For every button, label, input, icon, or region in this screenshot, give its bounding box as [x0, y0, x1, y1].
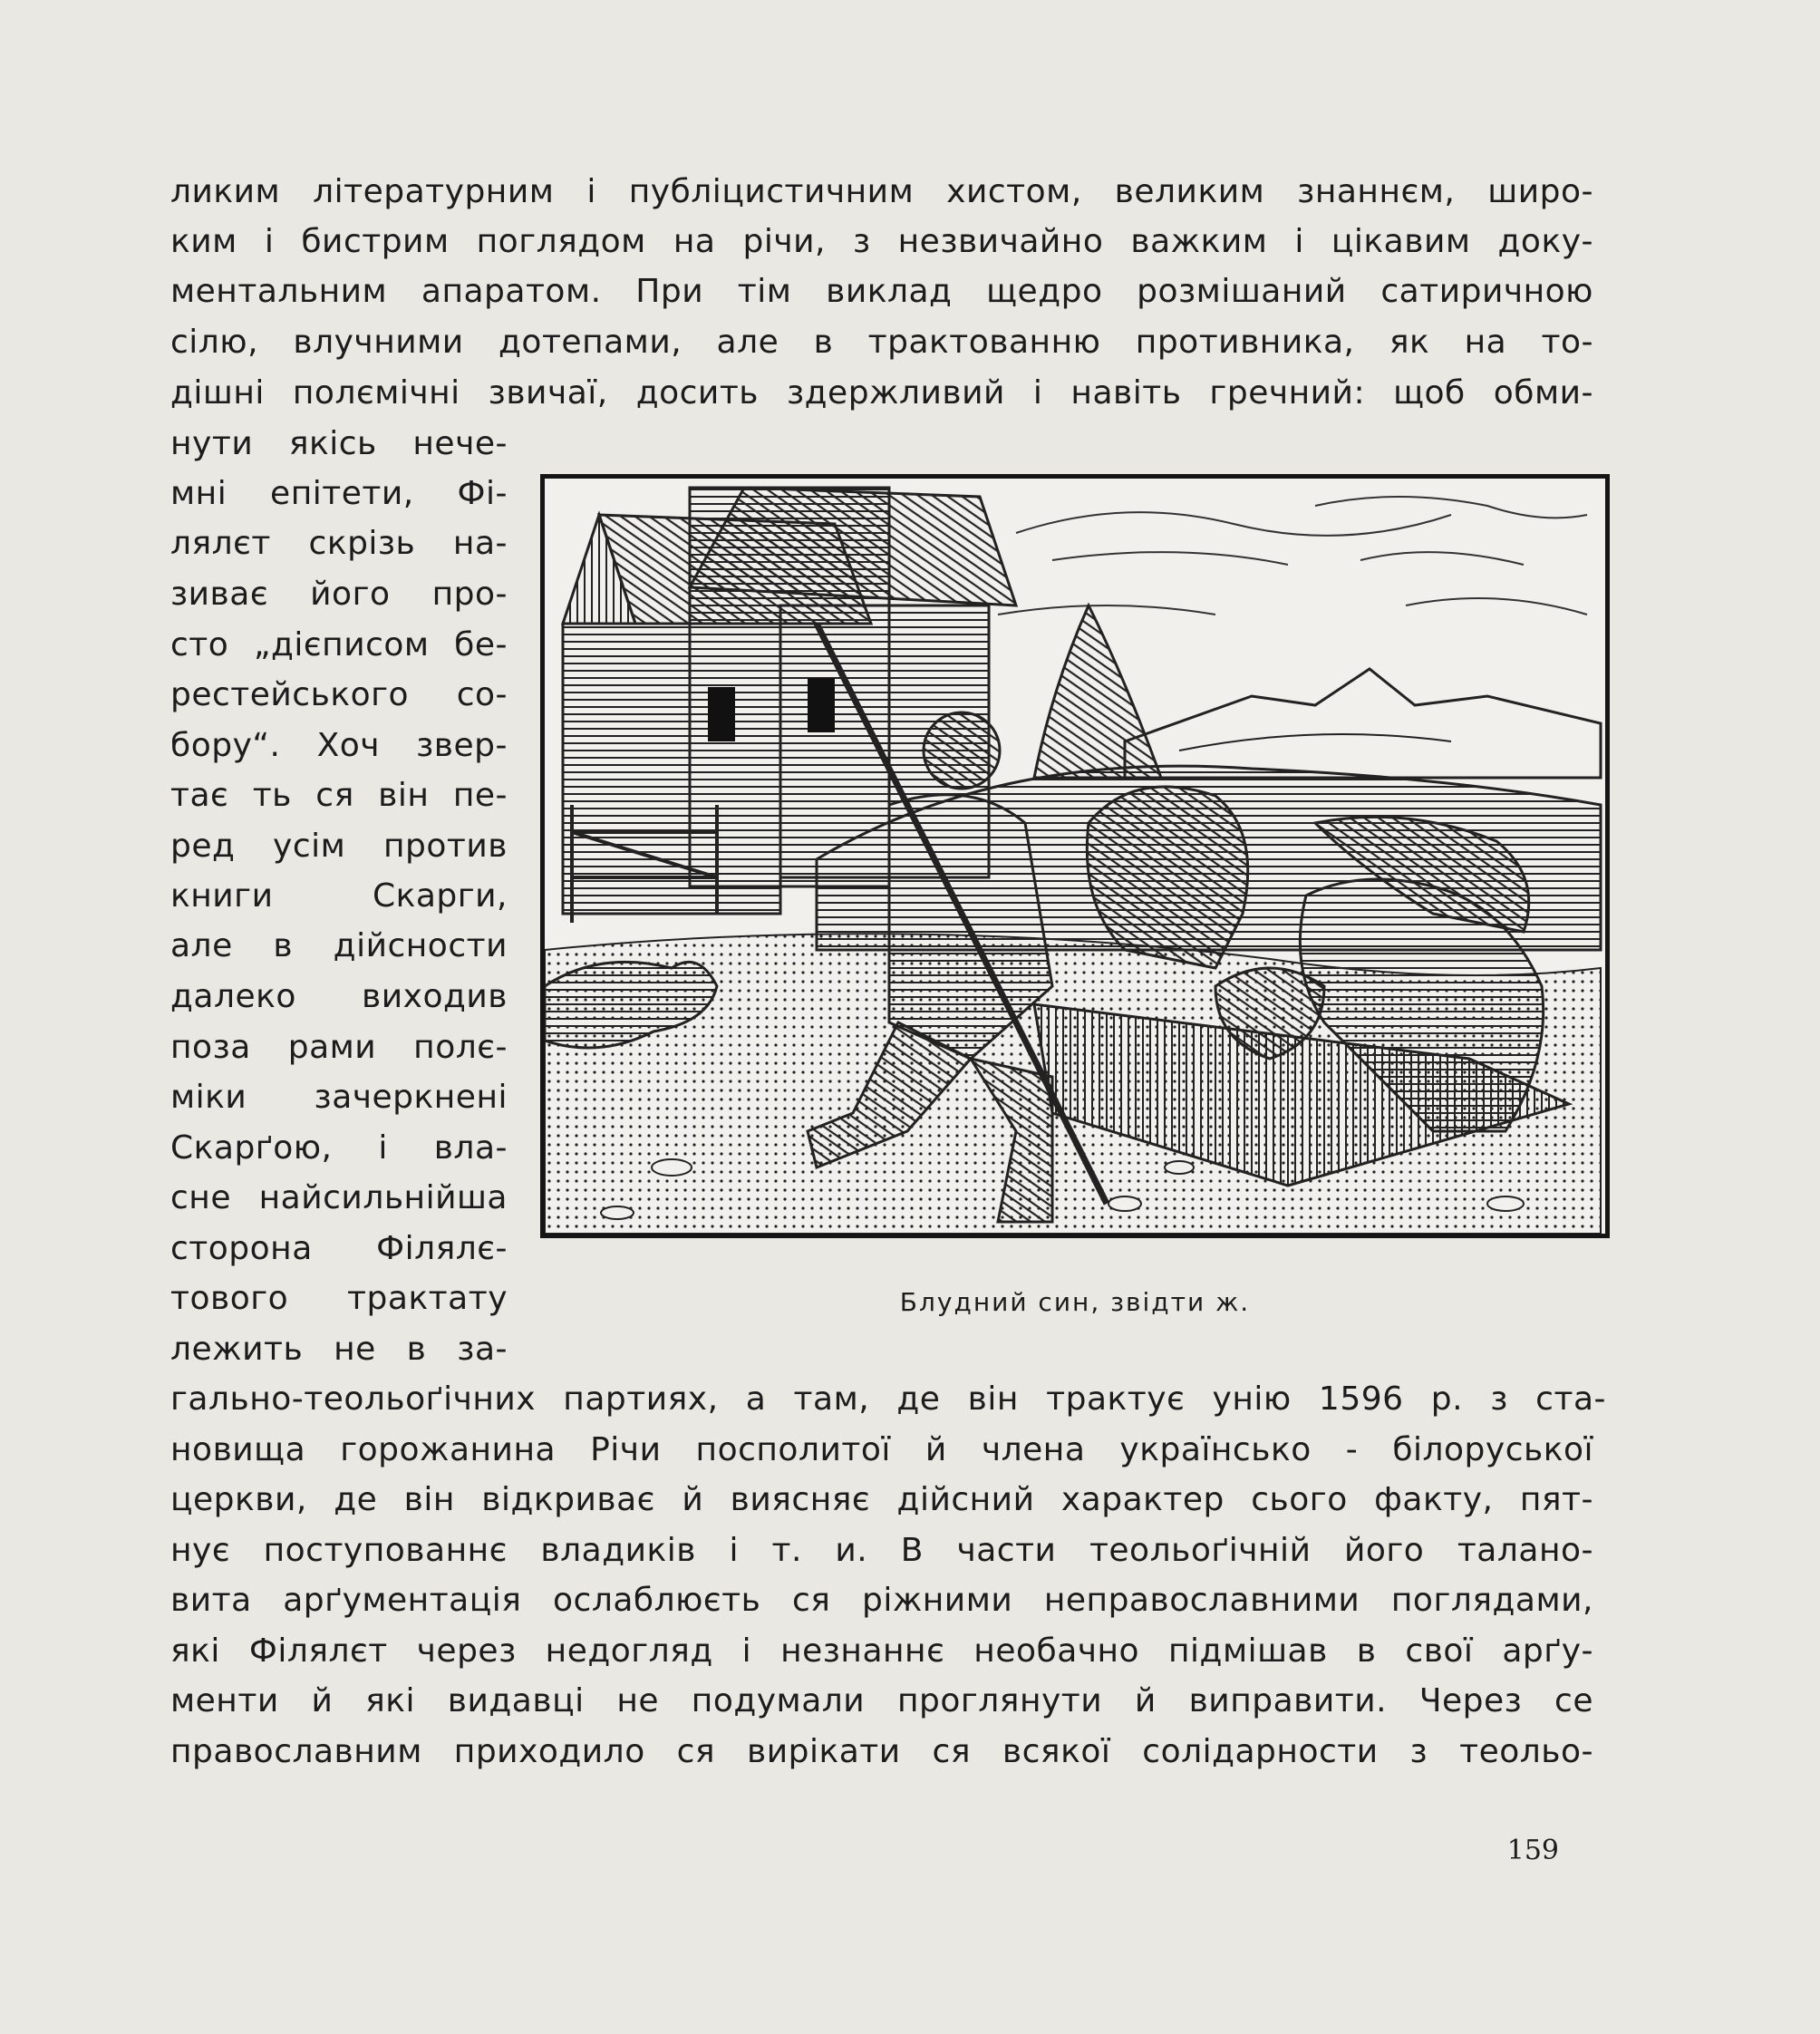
text-line-side-14: міки зачеркнені: [170, 1079, 508, 1116]
text-line-top-2: ким і бистрим поглядом на річи, з незвичайно важким і цікавим доку-: [170, 223, 1593, 260]
text-line-side-19: лежить не в за-: [170, 1331, 508, 1368]
text-line-side-16: сне найсильнійша: [170, 1179, 508, 1216]
prodigal-son-woodcut: [545, 479, 1605, 1234]
text-line-side-9: ред усім против: [170, 828, 508, 865]
text-line-side-2: мні епітети, Фі-: [170, 475, 508, 512]
text-line-side-12: далеко виходив: [170, 978, 508, 1015]
text-line-bottom-4: нує поступованнє владиків і т. и. В части теольоґічній його талано-: [170, 1532, 1593, 1569]
text-line-top-3: ментальним апаратом. При тім виклад щедро розмішаний сатиричною: [170, 273, 1593, 310]
text-line-top-1: ликим літературним і публіцистичним хистом, великим знаннєм, широ-: [170, 173, 1593, 210]
text-line-side-15: Скарґою, і вла-: [170, 1129, 508, 1167]
text-line-side-18: тового трактату: [170, 1280, 508, 1317]
text-line-bottom-7: менти й які видавці не подумали проглянути й виправити. Через се: [170, 1682, 1593, 1719]
text-line-bottom-6: які Філялєт через недогляд і незнаннє необачно підмішав в свої арґу-: [170, 1632, 1593, 1670]
text-line-bottom-2: новища горожанина Річи посполитої й члена українсько - білоруської: [170, 1431, 1593, 1468]
text-line-top-4: сілю, влучними дотепами, але в трактованню противника, як на то-: [170, 324, 1593, 361]
figure-caption: Блудний син, звідти ж.: [899, 1287, 1251, 1317]
text-line-bottom-5: вита арґументація ослаблюєть ся ріжними неправославними поглядами,: [170, 1582, 1593, 1619]
text-line-side-8: тає ть ся він пе-: [170, 777, 508, 814]
text-line-top-5: дішні полємічні звичаї, досить здержливий і навіть гречний: щоб обми-: [170, 374, 1593, 412]
text-line-bottom-8: православним приходило ся вирікати ся всякої солідарности з теольо-: [170, 1733, 1593, 1770]
text-line-side-5: сто „дієписом бе-: [170, 626, 508, 663]
text-line-side-17: сторона Філялє-: [170, 1230, 508, 1267]
text-line-side-11: але в дійсности: [170, 927, 508, 964]
page-number: 159: [1506, 1835, 1559, 1866]
text-line-bottom-1: гально-теольоґічних партиях, а там, де він трактує унію 1596 р. з ста-: [170, 1380, 1606, 1418]
text-line-side-10: книги Скарги,: [170, 877, 508, 915]
woodcut-illustration: [540, 474, 1610, 1238]
text-line-side-6: рестейського со-: [170, 676, 508, 713]
text-line-side-1: нути якісь нече-: [170, 425, 508, 462]
text-line-side-4: зиває його про-: [170, 576, 508, 613]
text-line-side-7: бору“. Хоч звер-: [170, 727, 508, 764]
text-line-bottom-3: церкви, де він відкриває й виясняє дійсний характер сього факту, пят-: [170, 1481, 1593, 1518]
text-line-side-13: поза рами полє-: [170, 1029, 508, 1066]
text-line-side-3: лялєт скрізь на-: [170, 525, 508, 562]
